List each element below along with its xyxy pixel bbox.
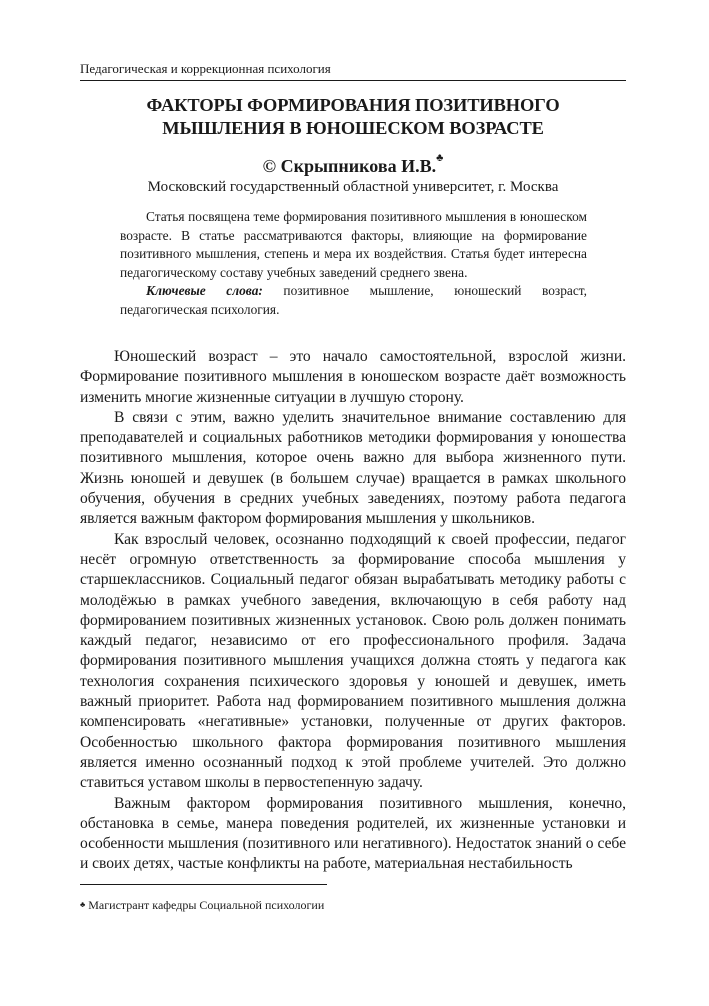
article-body: [80, 347, 626, 875]
abstract-text: Статья посвящена теме формирования позитивного мышления в юношеском возрасте. В статье рассматриваются факторы, влияющие на формирование позитивного мышления, степень и мера их воздействия. Статья будет интересна педагогическому составу учебных заведений среднего звена.: [120, 209, 587, 280]
keywords-label: Ключевые слова:: [146, 283, 263, 298]
author-line: [80, 152, 626, 177]
author-footnote-mark: ♣: [436, 152, 444, 164]
abstract: [120, 208, 587, 319]
keywords-text: позитивное мышление, юношеский возраст, педагогическая психология.: [120, 283, 587, 317]
title-line-2: МЫШЛЕНИЯ В ЮНОШЕСКОМ ВОЗРАСТЕ: [162, 118, 544, 138]
article-title: [80, 94, 626, 140]
body-paragraph-4: Важным фактором формирования позитивного мышления, конечно, обстановка в семье, манера поведения родителей, их жизненные установки и особенности мышления (позитивного или негативного). Недостаток знаний о себе и своих детях, частые конфликты на работе, материальная нестабильность: [80, 794, 626, 873]
footnote-mark: ♣: [80, 900, 86, 909]
author-name: © Скрыпникова И.В.: [262, 156, 437, 176]
footnote-rule: [80, 884, 327, 885]
header-rule: [80, 80, 626, 81]
author-affiliation: Московский государственный областной университет, г. Москва: [147, 179, 559, 195]
footnote-text: Магистрант кафедры Социальной психологии: [85, 898, 325, 912]
body-paragraph-2: В связи с этим, важно уделить значительное внимание составлению для преподавателей и социальных работников методики формирования у юношества позитивного мышления, которое очень важно для выбора жизненного пути. Жизнь юношей и девушек (в большем случае) вращается в рамках школьного обучения, обучения в средних учебных заведениях, поэтому работа педагога является важным фактором формирования мышления у школьников.: [80, 408, 626, 528]
keywords-line: [120, 282, 587, 319]
title-line-1: ФАКТОРЫ ФОРМИРОВАНИЯ ПОЗИТИВНОГО: [146, 95, 560, 115]
footnote: [80, 898, 626, 913]
body-paragraph-1: Юношеский возраст – это начало самостоятельной, взрослой жизни. Формирование позитивного мышления в юношеском возрасте даёт возможность изменить многие жизненные ситуации в лучшую сторону.: [80, 348, 626, 406]
body-paragraph-3: Как взрослый человек, осознанно подходящий к своей профессии, педагог несёт огромную ответственность за формирование способа мышления у старшеклассников. Социальный педагог обязан вырабатывать методику работы с молодёжью в рамках учебного заведения, включающую в себя работу над формированием позитивных жизненных установок. Свою роль должен понимать каждый педагог, независимо от его профессионального профиля. Задача формирования позитивного мышления учащихся должна стоять у педагога как технология сохранения психического здоровья у юношей и девушек, иметь важный приоритет. Работа над формированием позитивного мышления должна компенсировать «негативные» установки, полученные от других факторов. Особенностью школьного фактора формирования позитивного мышления является именно осознанный подход к этой проблеме учителей. Это должно ставиться уставом школы в первостепенную задачу.: [80, 530, 626, 792]
running-header: Педагогическая и коррекционная психология: [80, 61, 331, 76]
